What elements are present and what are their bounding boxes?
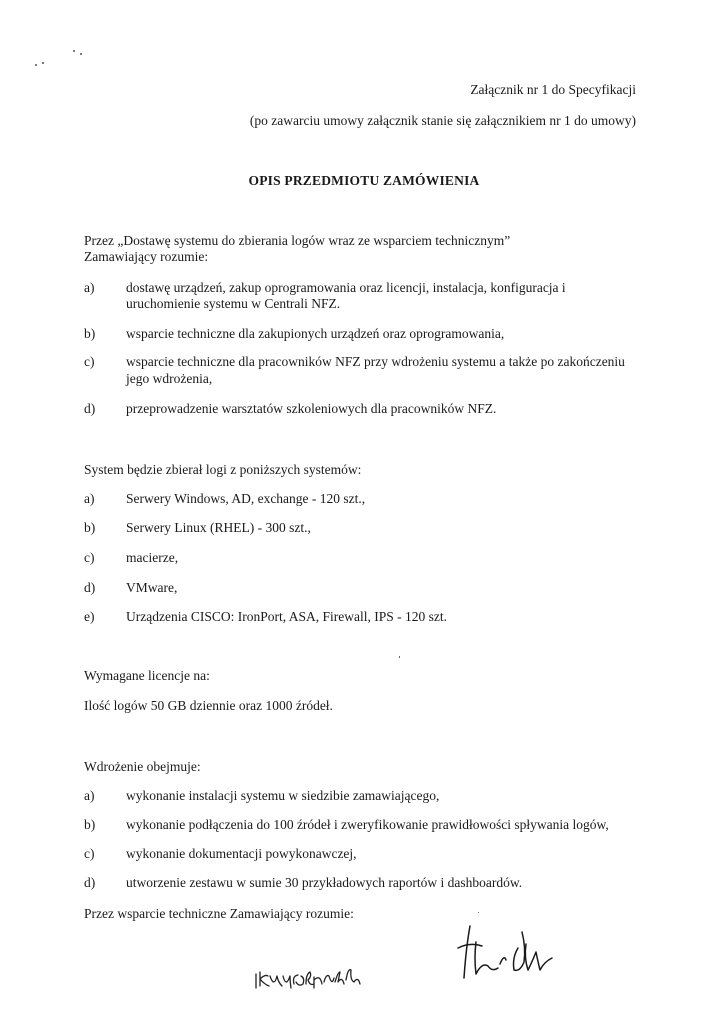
list-label: b)	[84, 817, 96, 832]
scan-speck	[478, 912, 479, 913]
deployment-heading: Wdrożenie obejmuje:	[84, 759, 201, 774]
annex-label: Załącznik nr 1 do Specyfikacji	[470, 82, 636, 97]
list-item-text: utworzenie zestawu w sumie 30 przykładowych raportów i dashboardów.	[126, 875, 523, 890]
licenses-text: Ilość logów 50 GB dziennie oraz 1000 źródeł.	[84, 698, 333, 713]
list-label: c)	[84, 846, 95, 861]
document-title: OPIS PRZEDMIOTU ZAMÓWIENIA	[248, 173, 480, 188]
intro-line-2: Zamawiający rozumie:	[84, 249, 209, 264]
annex-note: (po zawarciu umowy załącznik stanie się załącznikiem nr 1 do umowy)	[249, 113, 636, 128]
list-label: b)	[84, 326, 96, 341]
handwritten-initials-icon	[250, 962, 368, 994]
list-item-text: wykonanie dokumentacji powykonawczej,	[126, 846, 357, 861]
list-label: d)	[84, 875, 96, 890]
list-item-text: macierze,	[126, 550, 179, 565]
list-label: a)	[84, 491, 95, 506]
licenses-heading: Wymagane licencje na:	[84, 668, 210, 683]
list-item-text: wykonanie instalacji systemu w siedzibie zamawiającego,	[126, 788, 440, 803]
signature-icon	[448, 918, 560, 988]
list-label: b)	[84, 520, 96, 535]
list-label: e)	[84, 609, 95, 624]
list-label: c)	[84, 354, 95, 369]
systems-heading: System będzie zbierał logi z poniższych systemów:	[84, 462, 362, 477]
intro-line-1: Przez „Dostawę systemu do zbierania logów wraz ze wsparciem technicznym”	[84, 233, 511, 248]
list-item-text: wsparcie techniczne dla zakupionych urządzeń oraz oprogramowania,	[126, 326, 505, 341]
scan-speck	[399, 656, 400, 658]
list-label: a)	[84, 280, 95, 295]
scan-speck	[42, 62, 44, 64]
scan-speck	[73, 50, 75, 52]
list-label: d)	[84, 401, 96, 416]
list-item-text: jego wdrożenia,	[126, 371, 213, 386]
list-item-text: dostawę urządzeń, zakup oprogramowania oraz licencji, instalacja, konfiguracja i	[126, 280, 566, 295]
list-item-text: Serwery Linux (RHEL) - 300 szt.,	[126, 520, 311, 535]
list-item-text: wsparcie techniczne dla pracowników NFZ przy wdrożeniu systemu a także po zakończeniu	[126, 354, 625, 369]
list-label: c)	[84, 550, 95, 565]
list-item-text: Urządzenia CISCO: IronPort, ASA, Firewall, IPS - 120 szt.	[126, 609, 447, 624]
list-label: a)	[84, 788, 95, 803]
list-label: d)	[84, 580, 96, 595]
list-item-text: Serwery Windows, AD, exchange - 120 szt.,	[126, 491, 366, 506]
list-item-text: uruchomienie systemu w Centrali NFZ.	[126, 296, 341, 311]
support-heading: Przez wsparcie techniczne Zamawiający rozumie:	[84, 906, 354, 921]
scan-speck	[80, 53, 82, 55]
list-item-text: VMware,	[126, 580, 178, 595]
list-item-text: przeprowadzenie warsztatów szkoleniowych dla pracowników NFZ.	[126, 401, 497, 416]
list-item-text: wykonanie podłączenia do 100 źródeł i zweryfikowanie prawidłowości spływania logów,	[126, 817, 609, 832]
scan-speck	[35, 64, 37, 66]
